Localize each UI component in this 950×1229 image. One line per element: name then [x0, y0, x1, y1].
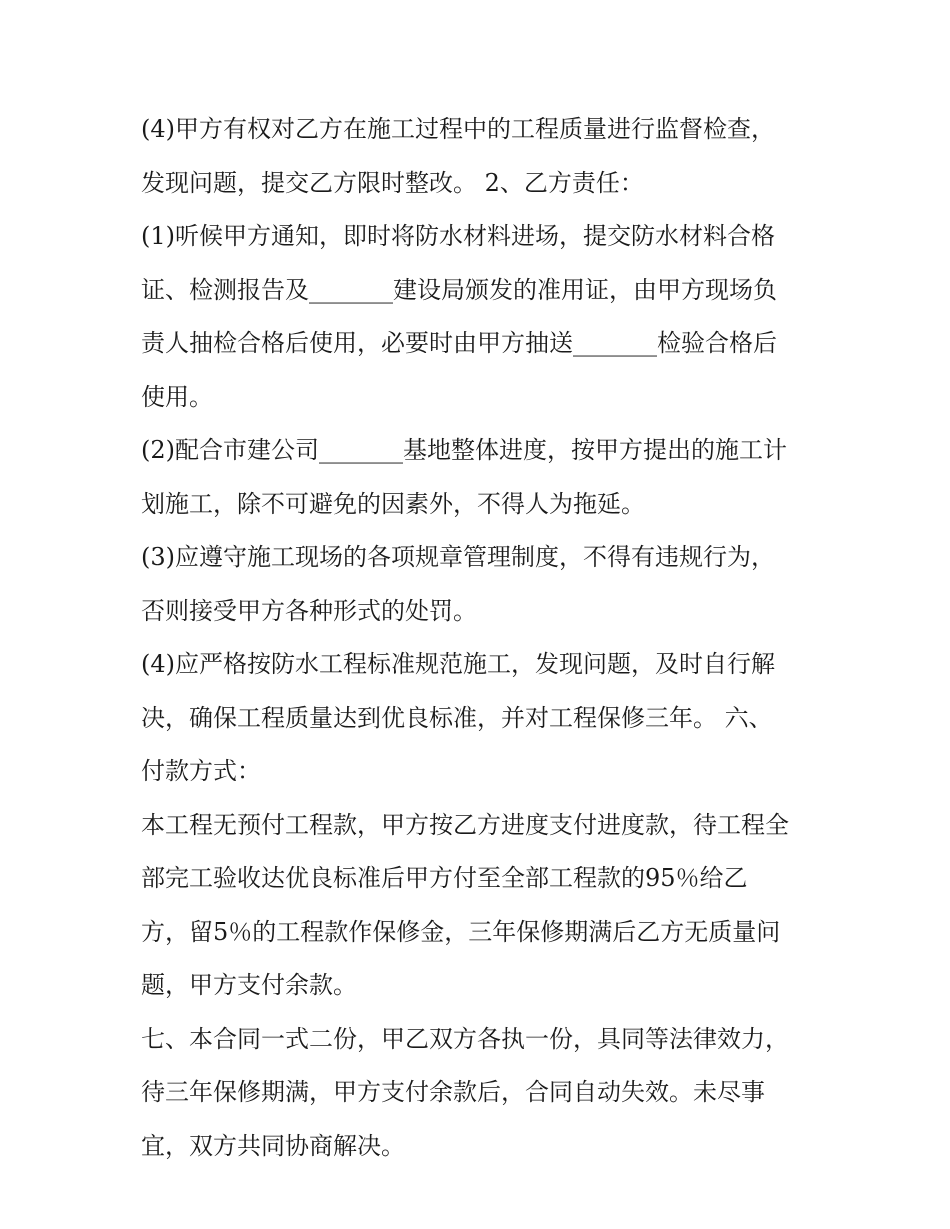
text-line: 否则接受甲方各种形式的处罚。	[141, 596, 477, 625]
text-line: 部完工验收达优良标准后甲方付至全部工程款的95％给乙	[141, 864, 748, 892]
text-line: 题，甲方支付余款。	[141, 971, 357, 999]
text-line: 划施工，除不可避免的因素外，不得人为拖延。	[141, 489, 645, 518]
text-line: 本工程无预付工程款，甲方按乙方进度支付进度款，待工程全	[141, 810, 789, 839]
text-line: 使用。	[141, 382, 213, 411]
text-line: 七、本合同一式二份，甲乙双方各执一份，具同等法律效力，	[141, 1024, 789, 1053]
text-line: (2)配合市建公司_______基地整体进度，按甲方提出的施工计	[141, 436, 787, 464]
text-line: 待三年保修期满，甲方支付余款后，合同自动失效。未尽事	[141, 1078, 765, 1106]
text-line: 付款方式：	[141, 757, 261, 785]
text-line: 证、检测报告及_______建设局颁发的准用证，由甲方现场负	[141, 275, 777, 304]
text-line: 责人抽检合格后使用，必要时由甲方抽送_______检验合格后	[141, 329, 777, 357]
text-line: (1)听候甲方通知，即时将防水材料进场，提交防水材料合格	[141, 222, 775, 250]
document-page	[141, 103, 821, 1173]
text-line: 宜，双方共同协商解决。	[141, 1131, 405, 1160]
text-line: (4)甲方有权对乙方在施工过程中的工程质量进行监督检查，	[141, 115, 775, 143]
text-line: (4)应严格按防水工程标准规范施工，发现问题，及时自行解	[141, 650, 775, 678]
text-line: 决，确保工程质量达到优良标准，并对工程保修三年。 六、	[141, 703, 773, 732]
text-line: (3)应遵守施工现场的各项规章管理制度，不得有违规行为，	[141, 543, 775, 571]
text-line: 发现问题，提交乙方限时整改。 2、乙方责任：	[141, 168, 644, 197]
text-line: 方，留5％的工程款作保修金，三年保修期满后乙方无质量问	[141, 917, 781, 946]
